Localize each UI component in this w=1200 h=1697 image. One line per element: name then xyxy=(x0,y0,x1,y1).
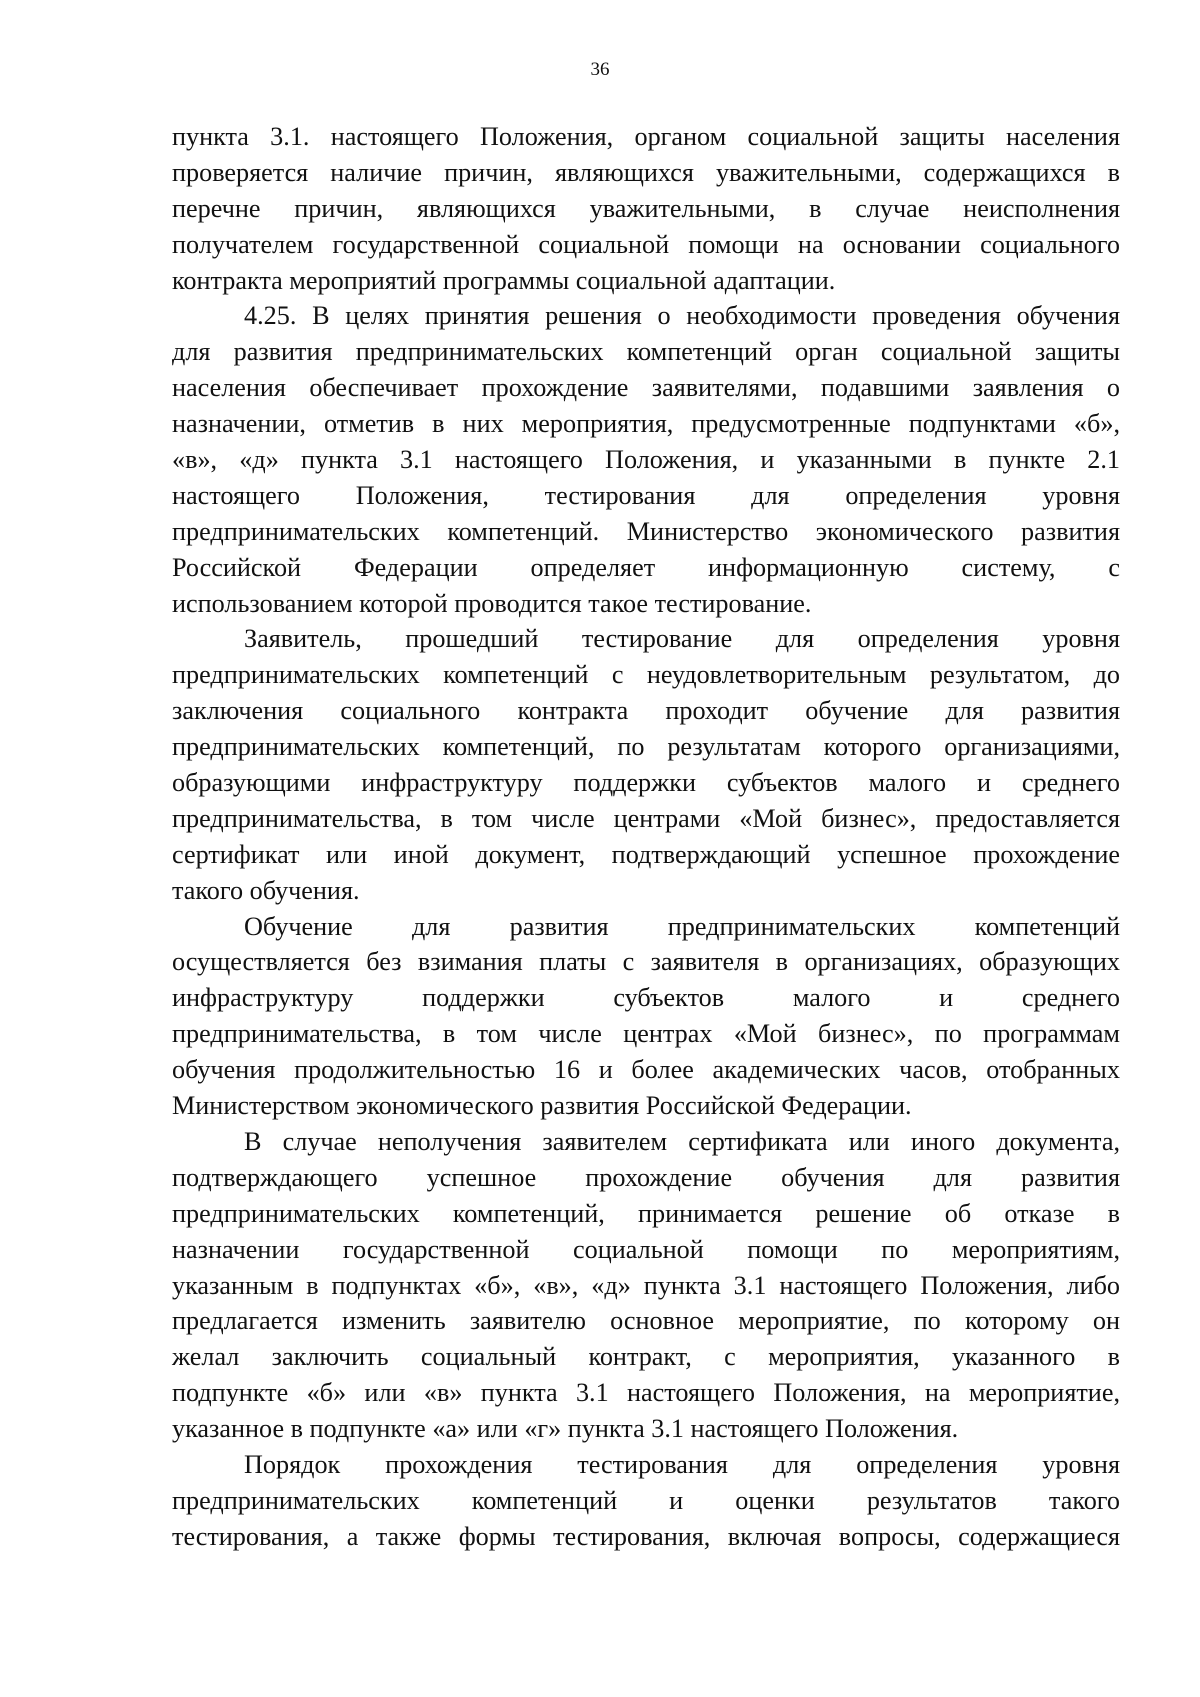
text-line: предпринимательских компетенций, принимается решение об отказе в xyxy=(172,1198,1120,1228)
text-line: такого обучения. xyxy=(172,875,360,905)
text-line: Российской Федерации определяет информационную систему, с xyxy=(172,552,1120,582)
text-line: Порядок прохождения тестирования для определения уровня xyxy=(244,1449,1120,1479)
text-line: назначении государственной социальной помощи по мероприятиям, xyxy=(172,1234,1120,1264)
text-line: предпринимательства, в том числе центрами «Мой бизнес», предоставляется xyxy=(172,803,1120,833)
text-line: использованием которой проводится такое тестирование. xyxy=(172,588,812,618)
text-line: заключения социального контракта проходит обучение для развития xyxy=(172,696,1120,726)
text-line: Министерством экономического развития Российской Федерации. xyxy=(172,1091,912,1121)
text-line: проверяется наличие причин, являющихся уважительными, содержащихся в xyxy=(172,157,1120,187)
text-line: обучения продолжительностью 16 и более академических часов, отобранных xyxy=(172,1055,1120,1085)
text-line: контракта мероприятий программы социальной адаптации. xyxy=(172,265,836,295)
text-line: 4.25. В целях принятия решения о необходимости проведения обучения xyxy=(244,301,1120,331)
page-number: 36 xyxy=(590,59,610,80)
text-line: тестирования, а также формы тестирования, включая вопросы, содержащиеся xyxy=(172,1521,1120,1551)
text-line: настоящего Положения, тестирования для определения уровня xyxy=(172,480,1120,510)
text-line: назначении, отметив в них мероприятия, предусмотренные подпунктами «б», xyxy=(172,409,1120,439)
text-line: образующими инфраструктуру поддержки субъектов малого и среднего xyxy=(172,768,1120,798)
text-line: перечне причин, являющихся уважительными, в случае неисполнения xyxy=(172,193,1120,223)
text-line: «в», «д» пункта 3.1 настоящего Положения, и указанными в пункте 2.1 xyxy=(172,445,1120,475)
text-line: предпринимательских компетенций. Министерство экономического развития xyxy=(172,516,1120,546)
text-line: пункта 3.1. настоящего Положения, органом социальной защиты населения xyxy=(172,122,1120,151)
text-line: населения обеспечивает прохождение заявителями, подавшими заявления о xyxy=(172,373,1120,403)
text-line: для развития предпринимательских компетенций орган социальной защиты xyxy=(172,337,1120,367)
text-line: Заявитель, прошедший тестирование для определения уровня xyxy=(244,624,1120,654)
text-line: осуществляется без взимания платы с заявителя в организациях, образующих xyxy=(172,947,1120,977)
text-line: подпункте «б» или «в» пункта 3.1 настоящего Положения, на мероприятие, xyxy=(172,1378,1120,1408)
document-body xyxy=(172,119,1120,1555)
text-line: предпринимательских компетенций и оценки результатов такого xyxy=(172,1485,1120,1515)
text-line: предпринимательских компетенций, по результатам которого организациями, xyxy=(172,732,1120,762)
text-line: предпринимательских компетенций с неудовлетворительным результатом, до xyxy=(172,660,1120,690)
text-line: получателем государственной социальной помощи на основании социального xyxy=(172,229,1120,259)
text-line: инфраструктуру поддержки субъектов малого и среднего xyxy=(172,983,1120,1013)
text-line: Обучение для развития предпринимательских компетенций xyxy=(244,911,1120,941)
text-line: подтверждающего успешное прохождение обучения для развития xyxy=(172,1162,1120,1192)
text-line: указанное в подпункте «а» или «г» пункта 3.1 настоящего Положения. xyxy=(172,1414,959,1444)
text-line: предпринимательства, в том числе центрах «Мой бизнес», по программам xyxy=(172,1019,1120,1049)
text-line: желал заключить социальный контракт, с мероприятия, указанного в xyxy=(172,1342,1120,1372)
text-line: предлагается изменить заявителю основное мероприятие, по которому он xyxy=(172,1306,1120,1336)
text-line: указанным в подпунктах «б», «в», «д» пункта 3.1 настоящего Положения, либо xyxy=(172,1270,1120,1300)
text-line: В случае неполучения заявителем сертификата или иного документа, xyxy=(244,1126,1120,1156)
text-line: сертификат или иной документ, подтверждающий успешное прохождение xyxy=(172,839,1120,869)
